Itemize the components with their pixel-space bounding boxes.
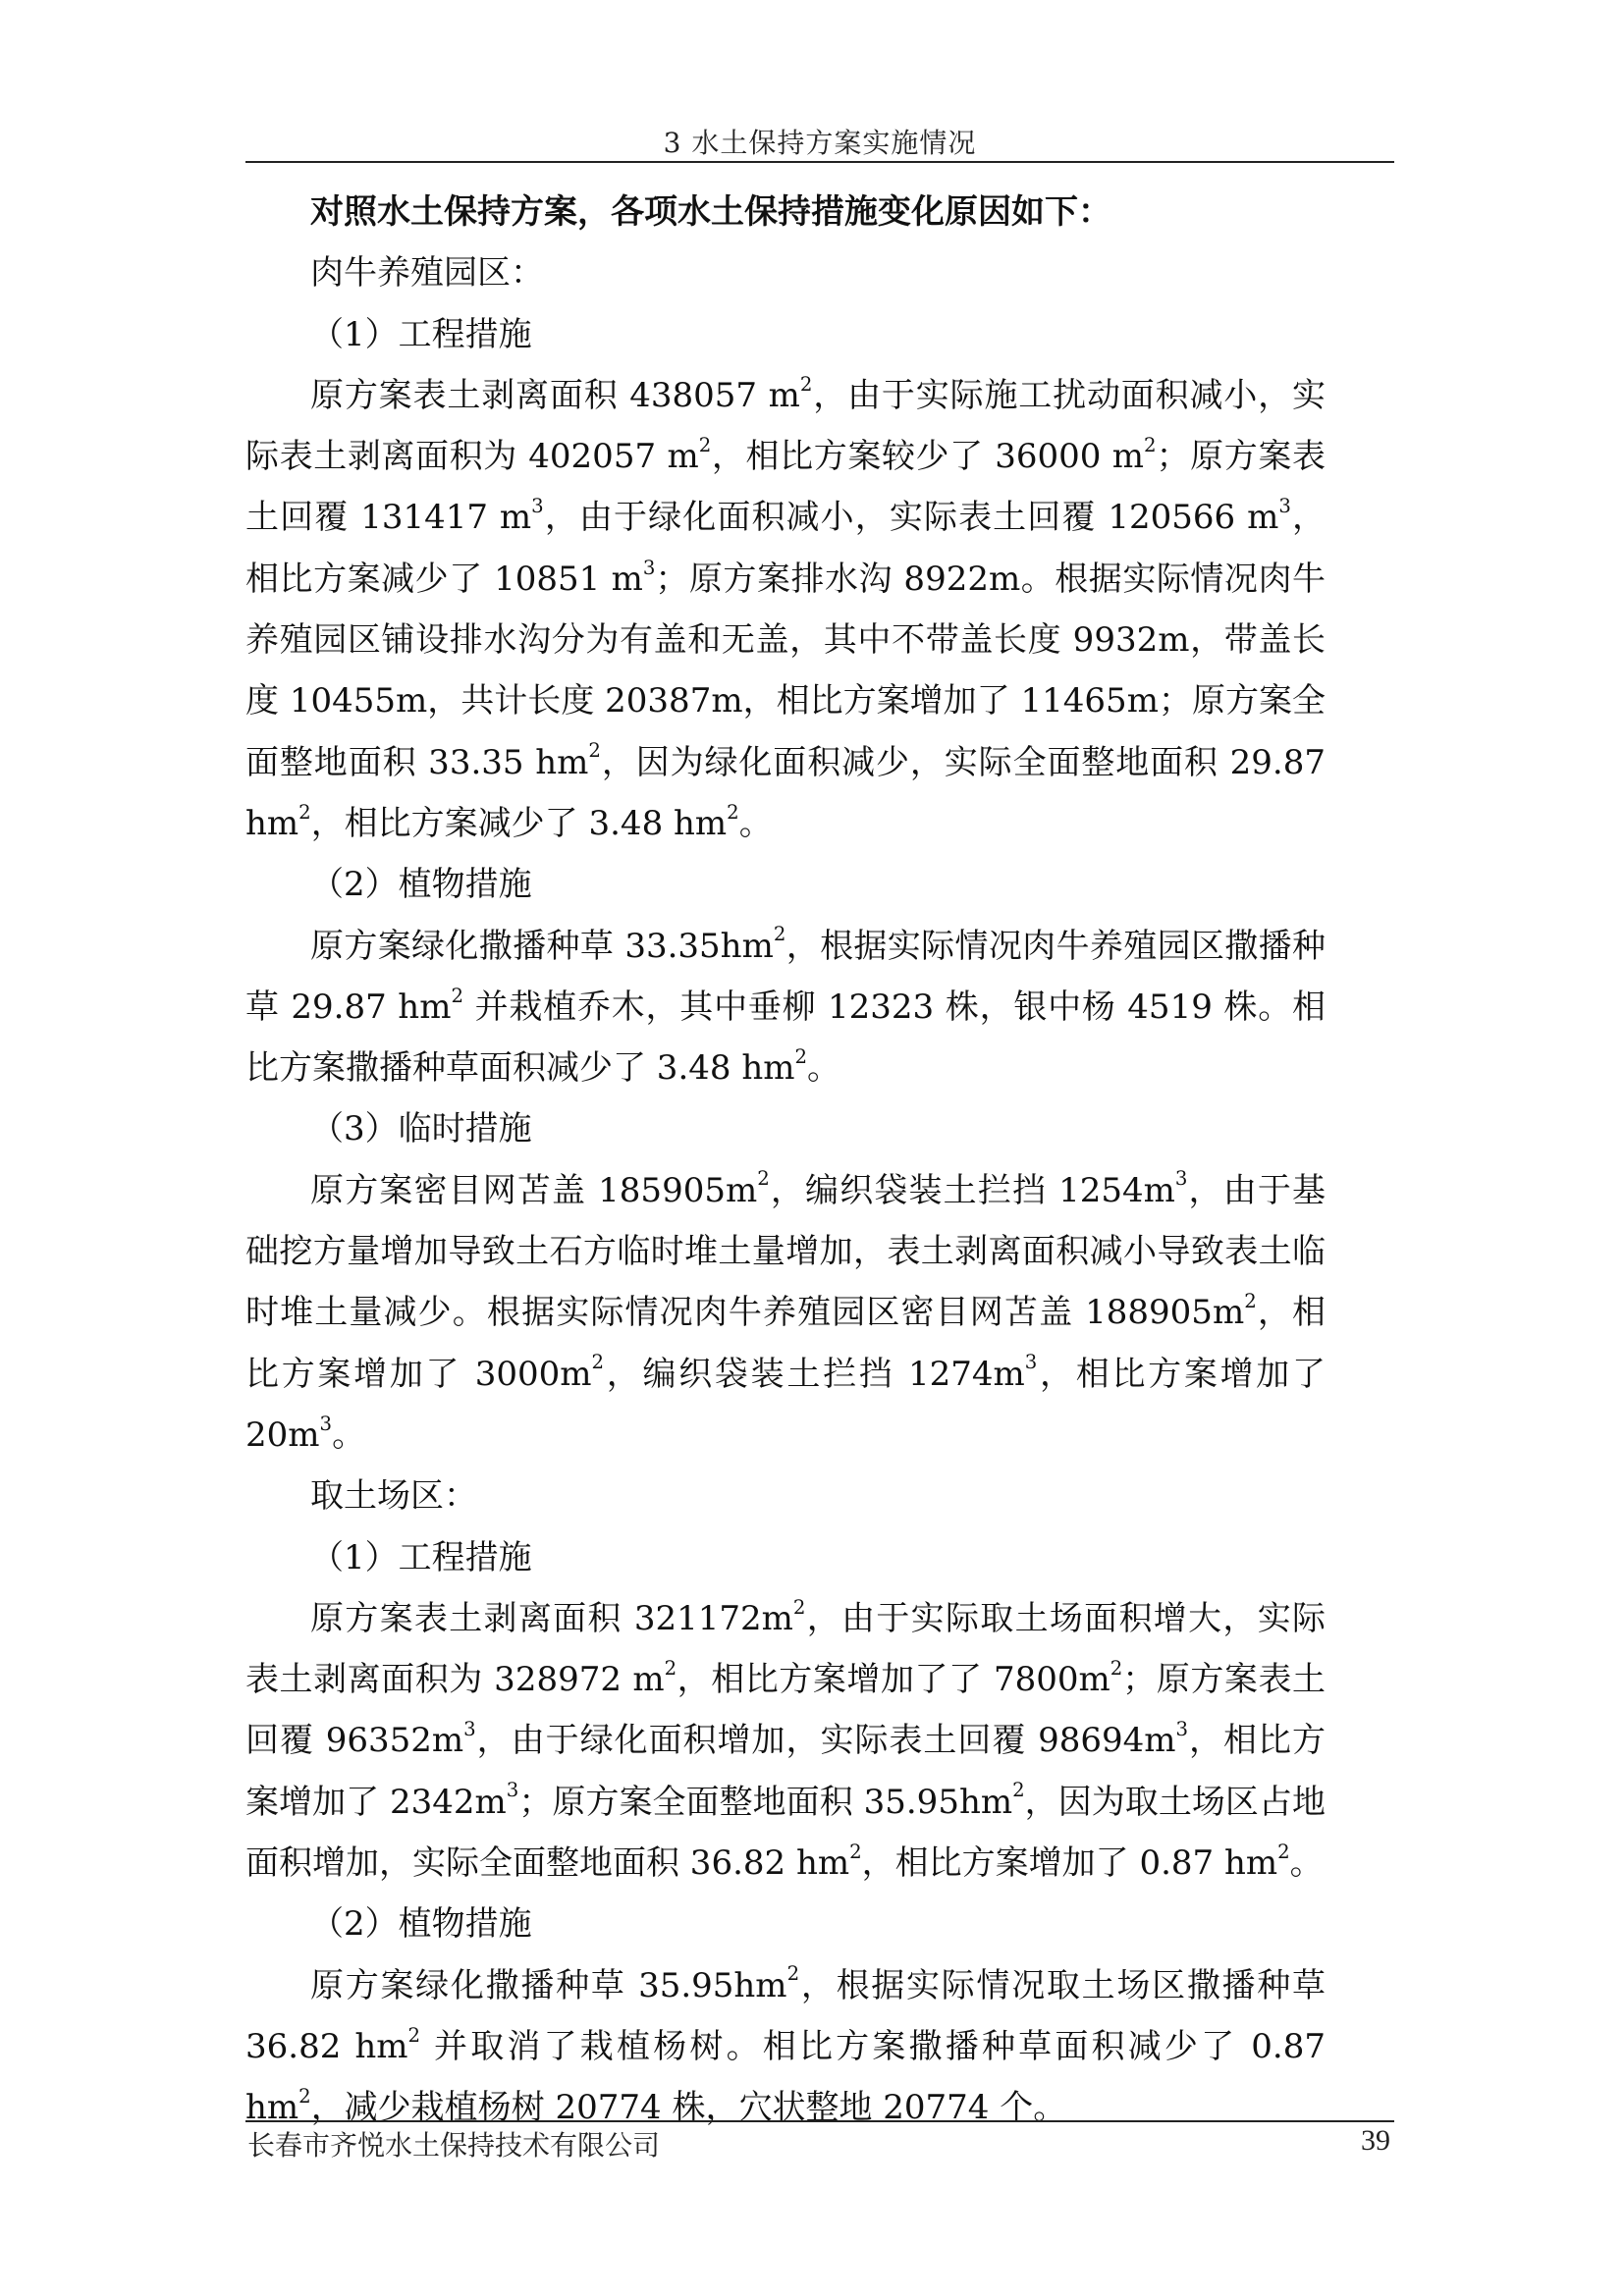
superscript: 2 (698, 433, 712, 456)
superscript: 2 (794, 1044, 808, 1068)
text-run: ；原方案表土回覆 131417 m (245, 437, 1326, 538)
text-run: ，减少栽植杨树 20774 株，穴状整地 20774 个。 (310, 2088, 1067, 2128)
text-run: ，由于基础挖方量增加导致土石方临时堆土量增加，表土剥离面积减小导致表土临时堆土量减少。根据实际情况肉牛养殖园区密目网苫盖 188905m (245, 1170, 1326, 1333)
header-rule (245, 161, 1394, 163)
superscript: 3 (1174, 1167, 1188, 1191)
superscript: 3 (319, 1412, 333, 1435)
text-run: ，根据实际情况肉牛养殖园区撒播种草 29.87 hm (245, 926, 1326, 1027)
superscript: 2 (1110, 1656, 1123, 1680)
paragraph-engineering-1 (245, 365, 1326, 854)
superscript: 2 (799, 372, 813, 396)
superscript: 2 (1144, 433, 1157, 456)
subheading-vegetation-1: （2）植物措施 (310, 865, 532, 905)
superscript: 2 (773, 923, 786, 946)
footer-company: 长春市齐悦水土保持技术有限公司 (247, 2129, 661, 2162)
text-run: 。 (738, 803, 773, 843)
paragraph-vegetation-2 (245, 1955, 1326, 2139)
text-run: ，相比方案减少了 10851 m (245, 498, 1326, 599)
area-title-borrow: 取土场区： (310, 1476, 477, 1517)
superscript: 3 (1278, 495, 1291, 518)
text-run: ；原方案全面整地面积 35.95hm (518, 1782, 1013, 1822)
text-run: 。 (807, 1048, 841, 1089)
area-title-cattle: 肉牛养殖园区： (310, 253, 544, 294)
superscript: 3 (1175, 1718, 1189, 1741)
text-run: ，相比方案增加了 20m (245, 1354, 1326, 1455)
text-run: ，因为取土场区占地面积增加，实际全面整地面积 36.82 hm (245, 1782, 1326, 1884)
text-run: ，由于绿化面积增加，实际表土回覆 98694m (475, 1721, 1176, 1761)
superscript: 2 (757, 1167, 770, 1191)
superscript: 2 (1244, 1290, 1257, 1313)
superscript: 2 (849, 1840, 862, 1863)
page-number: 39 (1361, 2124, 1390, 2157)
superscript: 2 (451, 984, 463, 1007)
text-run: 并栽植乔木，其中垂柳 12323 株，银中杨 4519 株。相比方案撒播种草面积减少了 3.48 hm (245, 987, 1326, 1089)
superscript: 2 (792, 1595, 806, 1619)
text-run: 并取消了栽植杨树。相比方案撒播种草面积减少了 0.87 hm (245, 2026, 1326, 2128)
superscript: 2 (407, 2023, 421, 2047)
running-header: 3 水土保持方案实施情况 (663, 127, 977, 159)
text-run: ，编织袋装土拦挡 1274m (604, 1354, 1025, 1394)
superscript: 3 (463, 1718, 476, 1741)
document-body (245, 182, 1326, 2139)
text-run: ，相比方案减少了 3.48 hm (310, 803, 728, 843)
paragraph-engineering-2 (245, 1588, 1326, 1894)
subheading-engineering-2: （1）工程措施 (310, 1537, 532, 1577)
superscript: 2 (591, 1351, 605, 1374)
text-run: ，相比方案增加了了 7800m (677, 1660, 1110, 1700)
text-run: ，相比方案增加了 3000m (245, 1293, 1326, 1394)
text-run: ，因为绿化面积减少，实际全面整地面积 29.87 hm (245, 742, 1326, 843)
text-run: ；原方案表土回覆 96352m (245, 1660, 1326, 1761)
paragraph-vegetation-1 (245, 916, 1326, 1099)
text-run: ，编织袋装土拦挡 1254m (769, 1170, 1175, 1210)
text-run: 原方案绿化撒播种草 35.95hm (310, 1965, 787, 2005)
footer-rule (245, 2120, 1394, 2122)
superscript: 2 (1277, 1840, 1290, 1863)
superscript: 3 (506, 1779, 519, 1802)
text-run: 原方案密目网苫盖 185905m (310, 1170, 758, 1210)
superscript: 2 (298, 2084, 311, 2108)
text-run: ，相比方案增加了 0.87 hm (861, 1843, 1278, 1884)
text-run: ，由于实际取土场面积增大，实际表土剥离面积为 328972 m (245, 1598, 1326, 1700)
text-run: 原方案绿化撒播种草 33.35hm (310, 926, 774, 966)
superscript: 2 (298, 800, 311, 824)
text-run: 。 (1289, 1843, 1324, 1884)
superscript: 2 (664, 1656, 677, 1680)
superscript: 2 (1012, 1779, 1025, 1802)
subheading-vegetation-2: （2）植物措施 (310, 1904, 532, 1945)
text-run: 原方案表土剥离面积 321172m (310, 1598, 793, 1638)
superscript: 2 (588, 739, 601, 763)
superscript: 2 (786, 1962, 800, 1986)
superscript: 3 (531, 495, 544, 518)
paragraph-temporary-1 (245, 1160, 1326, 1466)
superscript: 2 (727, 800, 739, 824)
superscript: 3 (642, 556, 656, 579)
superscript: 3 (1024, 1351, 1038, 1374)
text-run: ；原方案排水沟 8922m。根据实际情况肉牛养殖园区铺设排水沟分为有盖和无盖，其中不带盖长度 9932m，带盖长度 10455m，共计长度 20387m，相比方案增加了 11465m；原方案全面整地面积 33.35 hm (245, 559, 1326, 782)
text-run: ，相比方案增加了 2342m (245, 1721, 1326, 1822)
subheading-engineering-1: （1）工程措施 (310, 314, 532, 354)
section-heading: 对照水土保持方案，各项水土保持措施变化原因如下： (310, 192, 1111, 232)
text-run: ，根据实际情况取土场区撒播种草 36.82 hm (245, 1965, 1326, 2066)
subheading-temporary-1: （3）临时措施 (310, 1109, 532, 1149)
text-run: 。 (332, 1415, 366, 1455)
text-run: ，由于实际施工扰动面积减小，实际表土剥离面积为 402057 m (245, 375, 1326, 477)
text-run: 原方案表土剥离面积 438057 m (310, 375, 800, 415)
text-run: ，相比方案较少了 36000 m (711, 437, 1145, 477)
text-run: ，由于绿化面积减小，实际表土回覆 120566 m (543, 498, 1279, 538)
